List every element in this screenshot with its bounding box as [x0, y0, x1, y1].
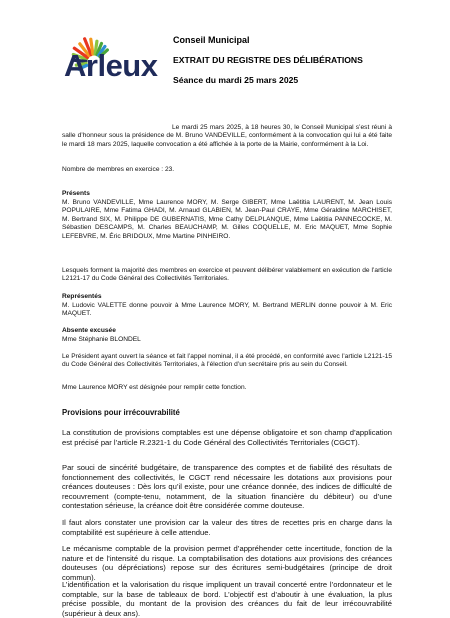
- secretary-statement: Mme Laurence MORY est désignée pour remplir cette fonction.: [62, 384, 247, 391]
- excused-text: Mme Stéphanie BLONDEL: [62, 336, 141, 343]
- represented-heading: Représentés: [62, 293, 102, 300]
- body-paragraph-1: La constitution de provisions comptables est une dépense obligatoire et son champ d’application est précisé par l’article R.2321-1 du Code Général des Collectivités Territoriales (CGCT).: [62, 428, 392, 447]
- intro-paragraph: Le mardi 25 mars 2025, à 18 heures 30, le Conseil Municipal s’est réuni à salle d’honneur sous la présidence de M. Bruno VANDEVILLE, conformément à la convocation qui lui a été faite le mardi 18 mars 2025, laquelle convocation a été affichée à la porte de la Mairie, conformément à la Loi.: [62, 124, 392, 148]
- represented-text: M. Ludovic VALETTE donne pouvoir à Mme Laurence MORY, M. Bertrand MERLIN donne pouvoir à M. Eric MAQUET.: [62, 302, 392, 318]
- opening-statement: Le Président ayant ouvert la séance et fait l’appel nominal, il a été procédé, en conformité avec l’article L2121-15 du Code Général des Collectivités Territoriales, à l’élection d’un secrétaire pris au sein du Conseil.: [62, 353, 392, 369]
- body-paragraph-2: Par souci de sincérité budgétaire, de transparence des comptes et de fiabilité des résultats de fonctionnement des collectivités, le CGCT rend nécessaire les dotations aux provisions pour créances douteuses : Dès lors qu’il existe, pour une créance donnée, des indices de difficulté de recouvrement (compte-tenu, notamment, de la situation financière du débiteur) ou d’une contestation sérieuse, la créance doit être considérée comme douteuse.: [62, 463, 392, 511]
- council-title: Conseil Municipal: [173, 35, 250, 45]
- body-paragraph-5: L’identification et la valorisation du risque impliquent un travail concerté entre l’ordonnateur et le comptable, sur la base de tableaux de bord. L’objectif est d’aboutir à une évaluation, la plus précise possible, du montant de la provision des créances du fait de leur irrécouvrabilité (supérieur à deux ans).: [62, 580, 392, 618]
- section-title: Provisions pour irrécouvrabilité: [62, 408, 180, 417]
- session-date: Séance du mardi 25 mars 2025: [173, 75, 299, 85]
- present-heading: Présents: [62, 190, 90, 197]
- body-paragraph-3: Il faut alors constater une provision car la valeur des titres de recettes pris en charge dans la comptabilité est supérieure à celle attendue.: [62, 518, 392, 537]
- present-names: M. Bruno VANDEVILLE, Mme Laurence MORY, M. Serge GIBERT, Mme Laëtitia LAURENT, M. Jean Louis POPULAIRE, Mme Fatima GHADI, M. Arnaud GLABIEN, M. Jean-Paul CRAYE, Mme Géraldine MARCHISET, M. Bertrand SIX, M. Philippe DE GUBERNATIS, Mme Cathy DELPLANQUE, Mme Laëtitia PANNECOCKE, M. Sébastien DESCAMPS, M. Charles BEAUCHAMP, M. Gilles COQUELLE, M. Eric MAQUET, Mme Sophie LEFEBVRE, M. Éric BRIDOUX, Mme Martine PINHEIRO.: [62, 199, 392, 240]
- body-paragraph-4: Le mécanisme comptable de la provision permet d’appréhender cette incertitude, fonction de la nature et de l’intensité du risque. La comptabilisation des dotations aux provisions des créances douteuses (ou dépréciations) repose sur des écritures semi-budgétaires (principe de droit commun).: [62, 544, 392, 582]
- quorum-statement: Lesquels forment la majorité des membres en exercice et peuvent délibérer valablement en exécution de l’article L2121-17 du Code Général des Collectivités Territoriales.: [62, 267, 392, 283]
- logo-wordmark: Arleux: [64, 48, 158, 83]
- members-count: Nombre de membres en exercice : 23.: [62, 166, 175, 173]
- register-subtitle: EXTRAIT DU REGISTRE DES DÉLIBÉRATIONS: [173, 55, 363, 65]
- excused-heading: Absente excusée: [62, 327, 116, 334]
